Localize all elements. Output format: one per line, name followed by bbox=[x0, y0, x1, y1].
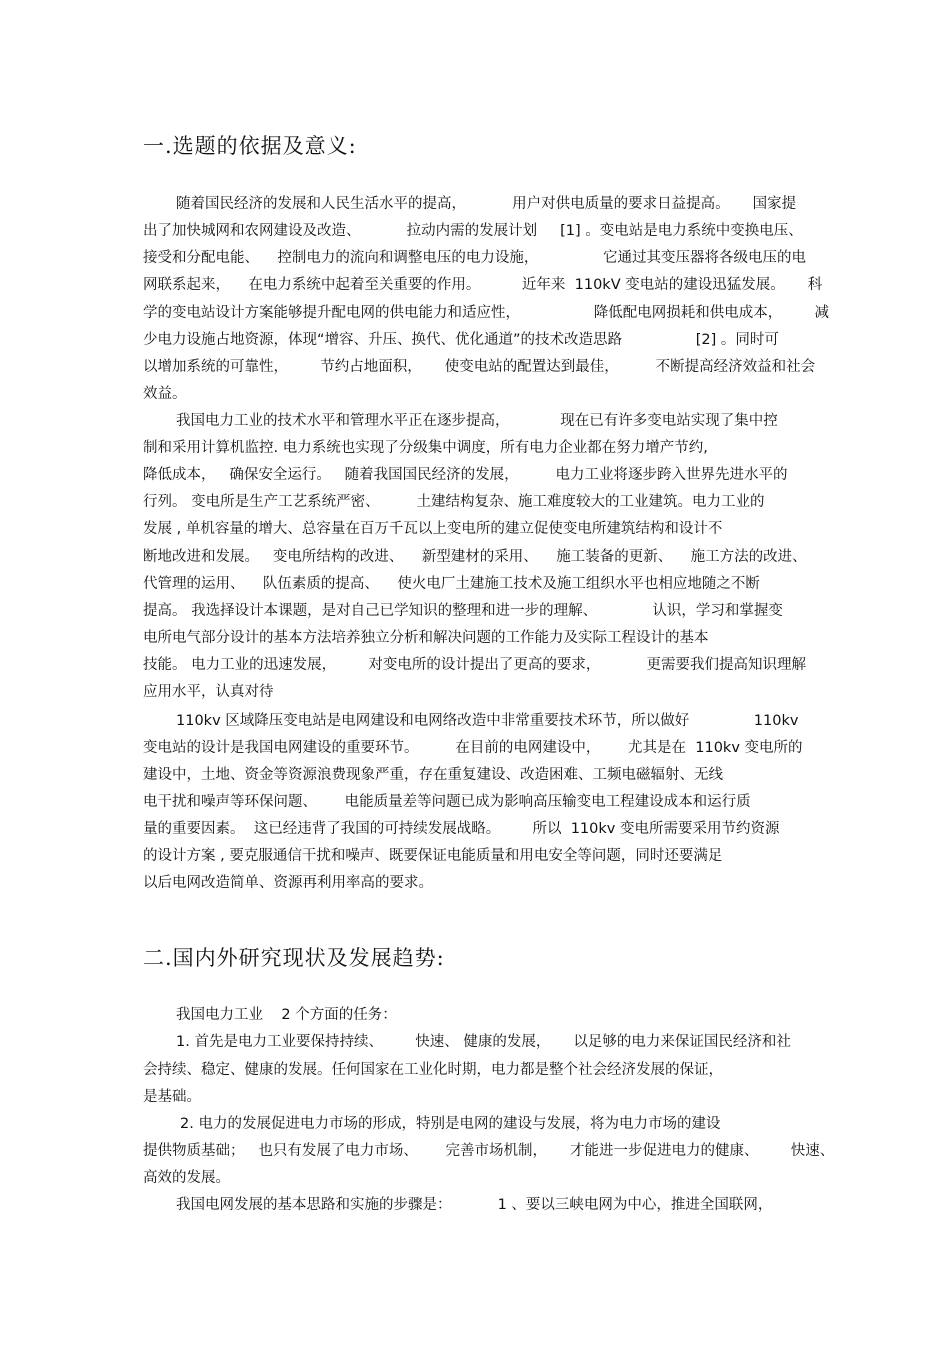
text-line: 发展 , 单机容量的增大、总容量在百万千瓦以上变电所的建立促使变电所建筑结构和设计不 bbox=[143, 521, 723, 537]
text-line: 学的变电站设计方案能够提升配电网的供电能力和适应性， 降低配电网损耗和供电成本， 减 bbox=[143, 305, 830, 321]
text-line: 随着国民经济的发展和人民生活水平的提高， 用户对供电质量的要求日益提高。 国家提 bbox=[176, 196, 797, 212]
text-line: 会持续、稳定、健康的发展。任何国家在工业化时期，电力都是整个社会经济发展的保证， bbox=[143, 1062, 723, 1078]
text-line: 技能。 电力工业的迅速发展， 对变电所的设计提出了更高的要求， 更需要我们提高知识理解 bbox=[143, 657, 806, 673]
text-line: 以后电网改造简单、资源再利用率高的要求。 bbox=[143, 875, 433, 891]
text-line: 建设中，土地、资金等资源浪费现象严重，存在重复建设、改造困难、工频电磁辐射、无线 bbox=[143, 767, 723, 783]
section-heading-1: 一.选题的依据及意义: bbox=[143, 134, 357, 158]
text-line: 2. 电力的发展促进电力市场的形成，特别是电网的建设与发展，将为电力市场的建设 bbox=[180, 1116, 721, 1132]
text-line: 代管理的运用、 队伍素质的提高、 使火电厂土建施工技术及施工组织水平也相应地随之不断 bbox=[143, 576, 760, 592]
text-line: 网联系起来， 在电力系统中起着至关重要的作用。 近年来 110kV 变电站的建设迅猛发展。 科 bbox=[143, 277, 823, 293]
text-line: 我国电力工业的技术水平和管理水平正在逐步提高， 现在已有许多变电站实现了集中控 bbox=[176, 413, 778, 429]
text-line: 提供物质基础； 也只有发展了电力市场、 完善市场机制， 才能进一步促进电力的健康、 快速、 bbox=[143, 1143, 835, 1159]
text-line: 以增加系统的可靠性， 节约占地面积， 使变电站的配置达到最佳， 不断提高经济效益和社会 bbox=[143, 359, 816, 375]
text-line: 量的重要因素。 这已经违背了我国的可持续发展战略。 所以 110kv 变电所需要采用节约资源 bbox=[143, 821, 780, 837]
text-line: 出了加快城网和农网建设及改造、 拉动内需的发展计划 [1] 。变电站是电力系统中变换电压、 bbox=[143, 223, 803, 239]
text-line: 110kv 区域降压变电站是电网建设和电网络改造中非常重要技术环节，所以做好 110kv bbox=[176, 713, 799, 729]
text-line: 电所电气部分设计的基本方法培养独立分析和解决问题的工作能力及实际工程设计的基本 bbox=[143, 630, 709, 646]
text-line: 提高。 我选择设计本课题，是对自己已学知识的整理和进一步的理解、 认识，学习和掌握变 bbox=[143, 603, 783, 619]
text-line: 少电力设施占地资源，体现“增容、升压、换代、优化通道”的技术改造思路 [2] 。同时可 bbox=[143, 332, 779, 348]
text-line: 制和采用计算机监控. 电力系统也实现了分级集中调度，所有电力企业都在努力增产节约, bbox=[143, 440, 708, 456]
text-line: 断地改进和发展。 变电所结构的改进、 新型建材的采用、 施工装备的更新、 施工方法的改进、 bbox=[143, 549, 807, 565]
text-line: 1. 首先是电力工业要保持持续、 快速、 健康的发展， 以足够的电力来保证国民经济和社 bbox=[176, 1034, 791, 1050]
text-line: 的设计方案 , 要克服通信干扰和噪声、既要保证电能质量和用电安全等问题，同时还要满足 bbox=[143, 848, 723, 864]
text-line: 行列。 变电所是生产工艺系统严密、 土建结构复杂、施工难度较大的工业建筑。电力工业的 bbox=[143, 494, 765, 510]
text-line: 接受和分配电能、 控制电力的流向和调整电压的电力设施， 它通过其变压器将各级电压的电 bbox=[143, 250, 806, 266]
text-line: 电干扰和噪声等环保问题、 电能质量差等问题已成为影响高压输变电工程建设成本和运行质 bbox=[143, 794, 751, 810]
text-line: 高效的发展。 bbox=[143, 1170, 230, 1186]
text-line: 是基础。 bbox=[143, 1089, 201, 1105]
text-line: 我国电力工业 2 个方面的任务： bbox=[176, 1007, 397, 1023]
text-line: 我国电网发展的基本思路和实施的步骤是： 1 、要以三峡电网为中心，推进全国联网， bbox=[176, 1197, 773, 1213]
text-line: 效益。 bbox=[143, 386, 187, 402]
section-heading-2: 二.国内外研究现状及发展趋势: bbox=[143, 946, 445, 970]
text-line: 变电站的设计是我国电网建设的重要环节。 在目前的电网建设中， 尤其是在 110kv 变电所的 bbox=[143, 740, 803, 756]
text-line: 应用水平，认真对待 bbox=[143, 684, 274, 700]
text-line: 降低成本， 确保安全运行。 随着我国国民经济的发展， 电力工业将逐步跨入世界先进水平的 bbox=[143, 467, 788, 483]
